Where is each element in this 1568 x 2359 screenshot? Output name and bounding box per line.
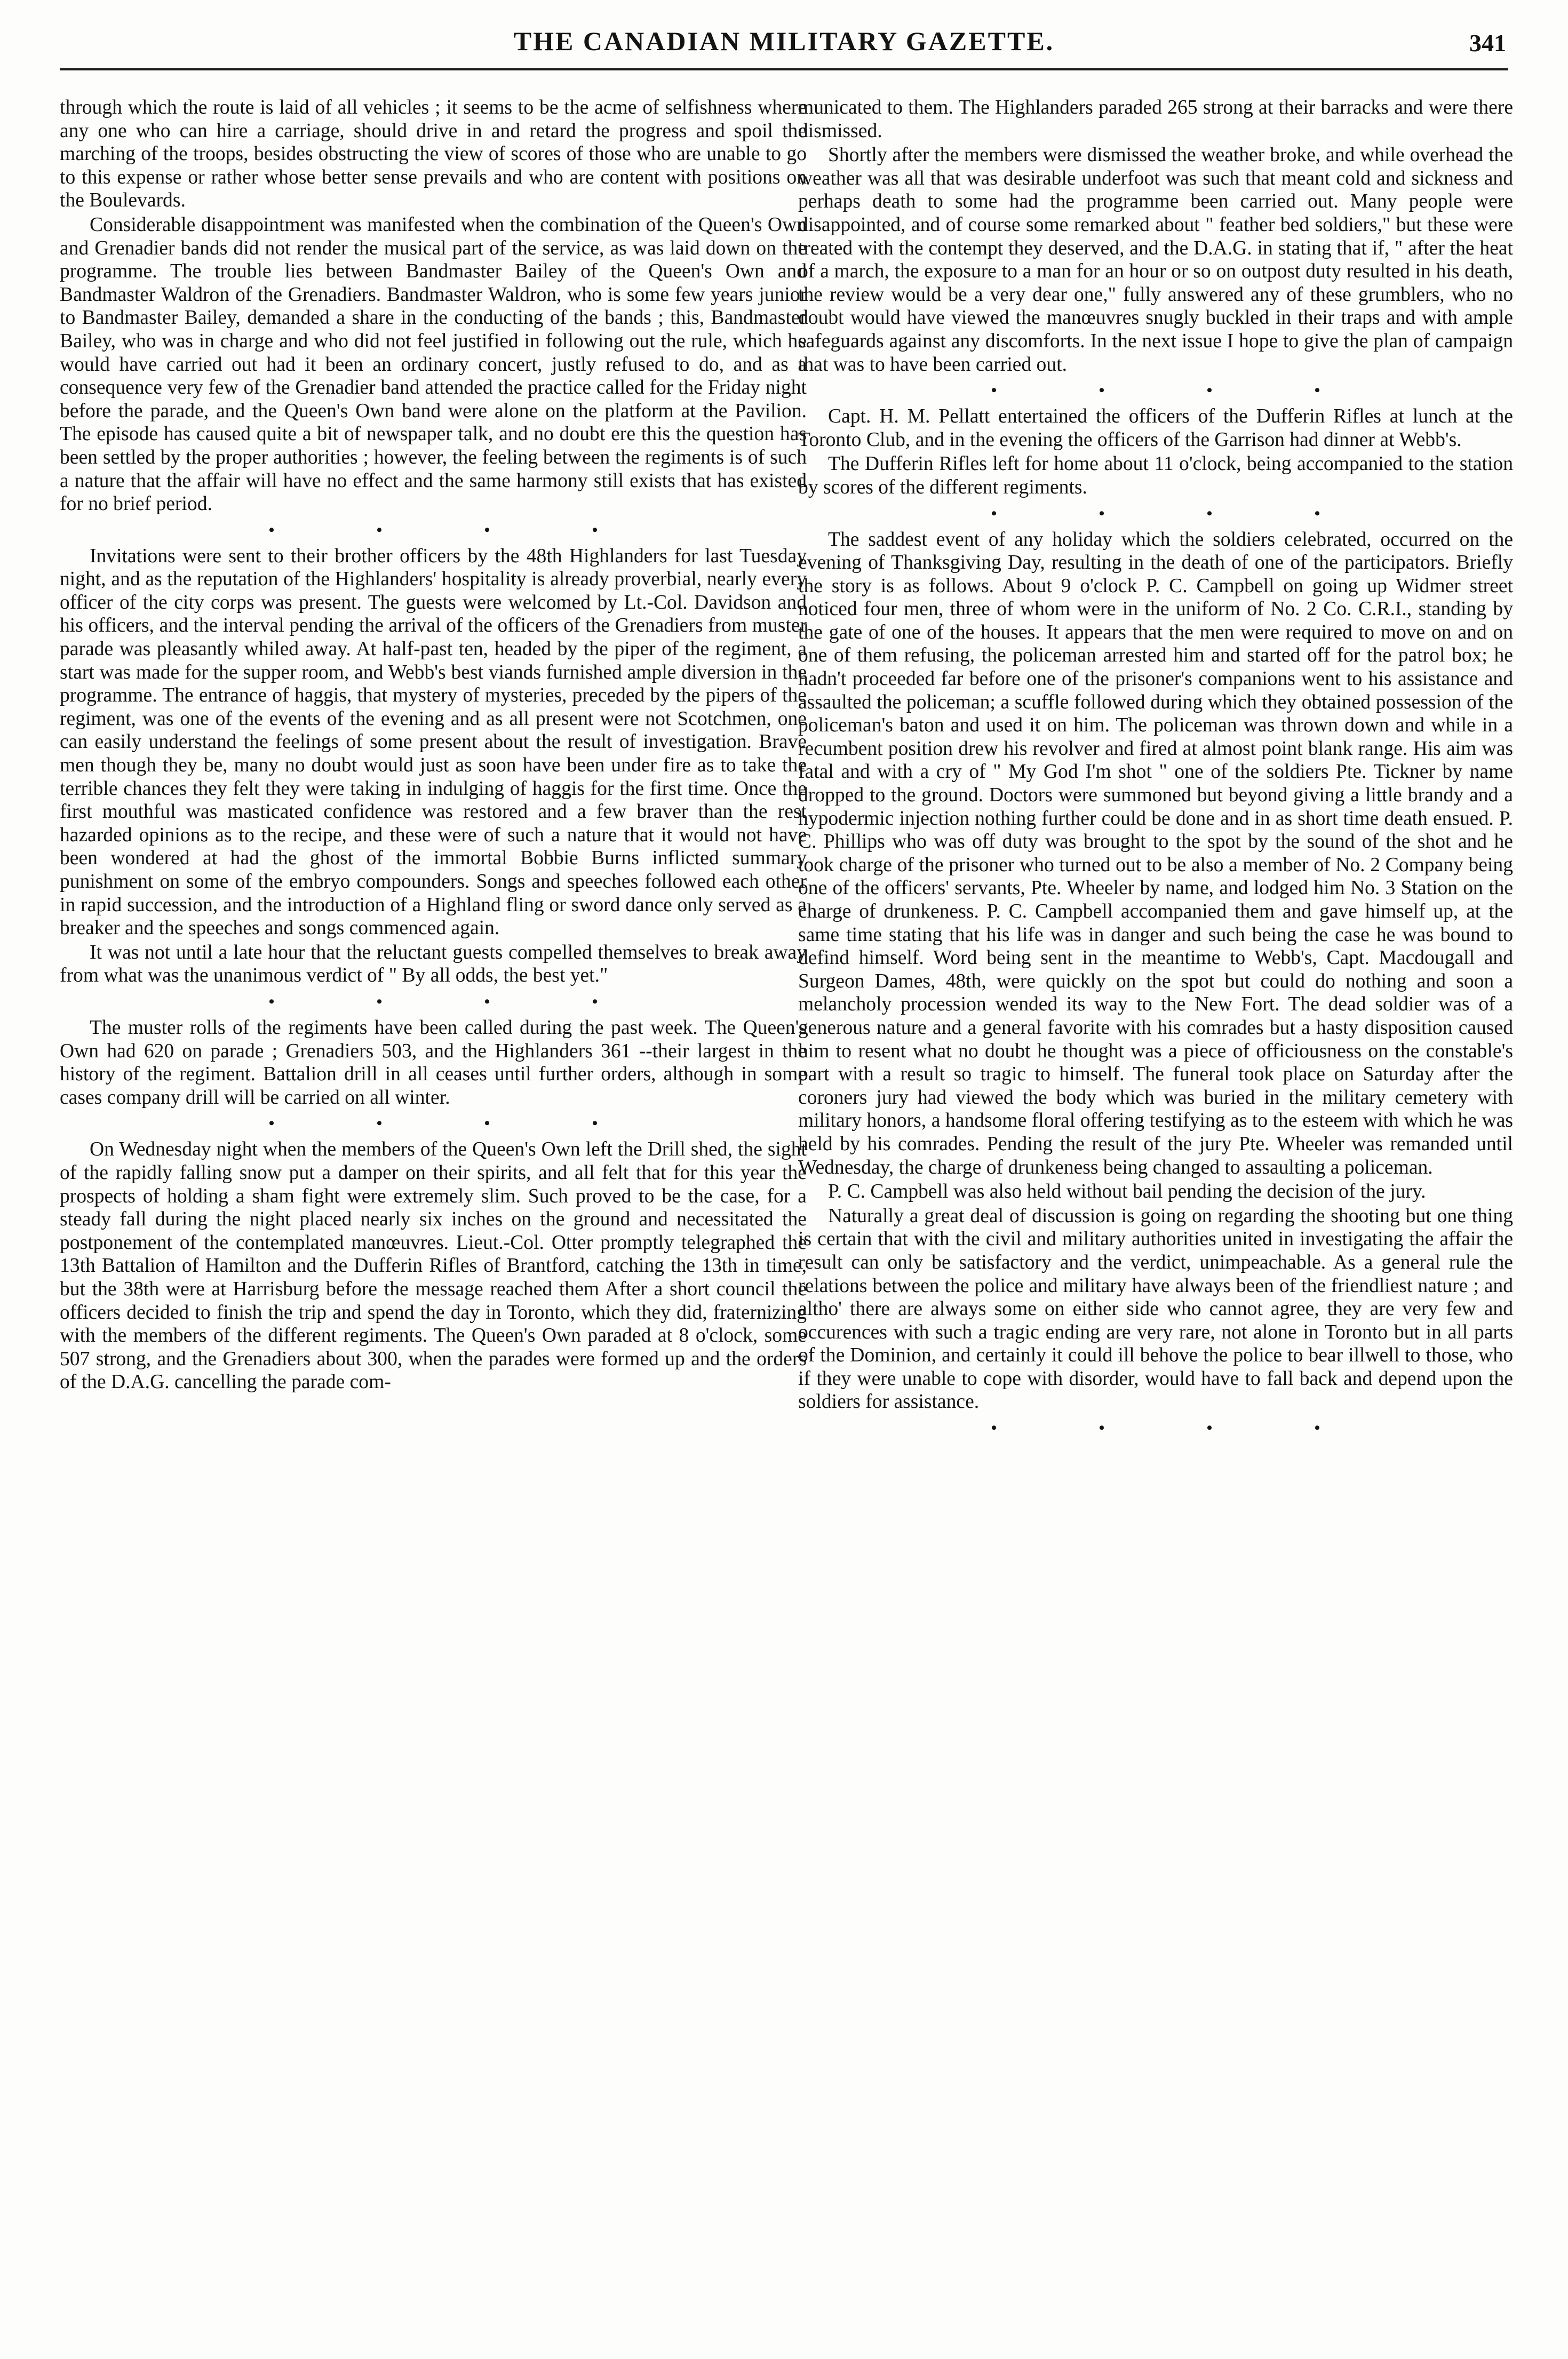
- article-paragraph: P. C. Campbell was also held without bail pending the decision of the jury.: [828, 1181, 1426, 1203]
- article-paragraph: Considerable disappointment was manifested when the combination of the Queen's Own and Grenadier bands did not render the musical part of the service, as was laid down on the programme. The trouble lies between Bandmaster Bailey of the Queen's Own and Bandmaster Waldron of the Grenadiers. Bandmaster Waldron, who is some few years junior to Bandmaster Bailey, demanded a share in the conducting of the bands ; this, Bandmaster Bailey, who was in charge and who did not feel justified in following out the rule, which he would have carried out had it been an ordinary concert, justly refused to do, and as a consequence very few of the Grenadier band attended the practice called for the Friday night before the parade, and the Queen's Own band were alone on the platform at the Pavilion. The episode has caused quite a bit of newspaper talk, and no doubt ere this the question has been settled by the proper authorities ; however, the feeling between the regiments is of such a nature that the affair will have no effect and the same harmony still exists that has existed for no brief period.: [60, 213, 807, 515]
- article-paragraph: municated to them. The Highlanders paraded 265 strong at their barracks and were there dismissed.: [798, 97, 1513, 142]
- section-separator: • • • •: [991, 504, 1370, 522]
- article-paragraph: On Wednesday night when the members of the Queen's Own left the Drill shed, the sight of the rapidly falling snow put a damper on their spirits, and all felt that for this year the prospects of holding a sham fight were extremely slim. Such proved to be the case, for a steady fall during the night placed nearly six inches on the ground and necessitated the postponement of the contemplated manœuvres. Lieut.-Col. Otter promptly telegraphed the 13th Battalion of Hamilton and the Dufferin Rifles of Brantford, catching the 13th in time, but the 38th were at Harrisburg before the message reached them After a short council the officers decided to finish the trip and spend the day in Toronto, which they did, fraternizing with the members of the different regiments. The Queen's Own paraded at 8 o'clock, some 507 strong, and the Grenadiers about 300, when the parades were formed up and the orders of the D.A.G. cancelling the parade com-: [60, 1138, 807, 1393]
- article-paragraph: Naturally a great deal of discussion is going on regarding the shooting but one thing is certain that with the civil and military authorities united in investigating the affair the result can only be satisfactory and the verdict, unimpeachable. As a general rule the relations between the police and military have always been of the friendliest nature ; and altho' there are always some on either side who cannot agree, they are very few and occurences with such a tragic ending are very rare, not alone in Toronto but in all parts of the Dominion, and certainly it could ill behove the police to bear illwell to those, who if they were unable to cope with disorder, would have to fall back and depend upon the soldiers for assistance.: [798, 1205, 1513, 1413]
- article-paragraph: Capt. H. M. Pellatt entertained the officers of the Dufferin Rifles at lunch at the Toronto Club, and in the evening the officers of the Garrison had dinner at Webb's.: [798, 405, 1513, 451]
- right-column: [798, 96, 1513, 1443]
- article-paragraph: It was not until a late hour that the reluctant guests compelled themselves to break away from what was the unanimous verdict of " By all odds, the best yet.": [60, 941, 807, 987]
- article-paragraph: The muster rolls of the regiments have been called during the past week. The Queen's Own had 620 on parade ; Grenadiers 503, and the Highlanders 361 --their largest in the history of the regiment. Battalion drill in all ceases until further orders, although in some cases company drill will be carried on all winter.: [60, 1016, 807, 1109]
- page-header: [60, 21, 1508, 70]
- section-separator: • • • •: [991, 381, 1370, 400]
- article-paragraph: through which the route is laid of all vehicles ; it seems to be the acme of selfishness where any one who can hire a carriage, should drive in and retard the progress and spoil the marching of the troops, besides obstructing the view of scores of those who are unable to go to this expense or rather whose better sense prevails and who are content with positions on the Boulevards.: [60, 97, 807, 212]
- article-paragraph: Invitations were sent to their brother officers by the 48th Highlanders for last Tuesday night, and as the reputation of the Highlanders' hospitality is already proverbial, nearly every officer of the city corps was present. The guests were welcomed by Lt.-Col. Davidson and his officers, and the interval pending the arrival of the officers of the Grenadiers from muster parade was pleasantly whiled away. At half-past ten, headed by the piper of the regiment, a start was made for the supper room, and Webb's best viands furnished ample diversion in the programme. The entrance of haggis, that mystery of mysteries, preceded by the pipers of the regiment, was one of the events of the evening and as all present were not Scotchmen, one can easily understand the feelings of some present about the result of investigation. Brave men though they be, many no doubt would just as soon have been under fire as to take the terrible chances they felt they were taking in indulging of haggis for the first time. Once the first mouthful was masticated confidence was restored and a few braver than the rest hazarded opinions as to the recipe, and these were of such a nature that it would not have been wondered at had the ghost of the immortal Bobbie Burns inflicted summary punishment on some of the embryo compounders. Songs and speeches followed each other in rapid succession, and the introduction of a Highland fling or sword dance only served as a breaker and the speeches and songs commenced again.: [60, 545, 807, 939]
- section-separator: • • • •: [268, 521, 647, 539]
- article-paragraph: Shortly after the members were dismissed the weather broke, and while overhead the weather was all that was desirable underfoot was such that meant cold and sickness and perhaps death to some had the programme been carried out. Many people were disappointed, and of course some remarked about " feather bed soldiers," but these were treated with the contempt they deserved, and the D.A.G. in stating that if, " after the heat of a march, the exposure to a man for an hour or so on outpost duty resulted in his death, the review would be a very dear one," fully answered any of these grumblers, who no doubt would have viewed the manœuvres snugly buckled in their traps and with ample safeguards against any discomforts. In the next issue I hope to give the plan of campaign that was to have been carried out.: [798, 144, 1513, 376]
- section-separator: • • • •: [991, 1419, 1370, 1437]
- article-paragraph: The Dufferin Rifles left for home about 11 o'clock, being accompanied to the station by scores of the different regiments.: [798, 453, 1513, 498]
- left-column: [60, 96, 807, 1394]
- article-paragraph: The saddest event of any holiday which the soldiers celebrated, occurred on the evening of Thanksgiving Day, resulting in the death of one of the participators. Briefly the story is as follows. About 9 o'clock P. C. Campbell on going up Widmer street noticed four men, three of whom were in the uniform of No. 2 Co. C.R.I., standing by the gate of one of the houses. It appears that the men were required to move on and on one of them refusing, the policeman arrested him and started off for the patrol box; he hadn't proceeded far before one of the prisoner's companions went to his assistance and assaulted the policeman; a scuffle followed during which they obtained possession of the policeman's baton and used it on him. The policeman was thrown down and while in a recumbent position drew his revolver and fired at almost point blank range. His aim was fatal and with a cry of " My God I'm shot " one of the soldiers Pte. Tickner by name dropped to the ground. Doctors were summoned but beyond giving a little brandy and a hypodermic injection nothing further could be done and in as short time death ensued. P. C. Phillips who was off duty was brought to the spot by the sound of the shot and he took charge of the prisoner who turned out to be also a member of No. 2 Company being one of the officers' servants, Pte. Wheeler by name, and lodged him No. 3 Station on the charge of drunkeness. P. C. Campbell accompanied them and gave himself up, at the same time stating that his life was in danger and such being the case he was bound to defind himself. Word being sent in the meantime to Webb's, Capt. Macdougall and Surgeon Dames, 48th, were quickly on the spot but could do nothing and soon a melancholy procession wended its way to the New Fort. The dead soldier was of a generous nature and a general favorite with his comrades but a hasty disposition caused him to resent what no doubt he thought was a piece of officiousness on the constable's part with a result so tragic to himself. The funeral took place on Saturday after the coroners jury had viewed the body which was buried in the military cemetery with military honors, a handsome floral offering testifying as to the esteem with which he was held by his comrades. Pending the result of the jury Pte. Wheeler was remanded until Wednesday, the charge of drunkeness being changed to assaulting a policeman.: [798, 528, 1513, 1178]
- page-number: 341: [1469, 29, 1506, 57]
- publication-title: THE CANADIAN MILITARY GAZETTE.: [513, 26, 1055, 56]
- section-separator: • • • •: [268, 1114, 647, 1133]
- section-separator: • • • •: [268, 992, 647, 1010]
